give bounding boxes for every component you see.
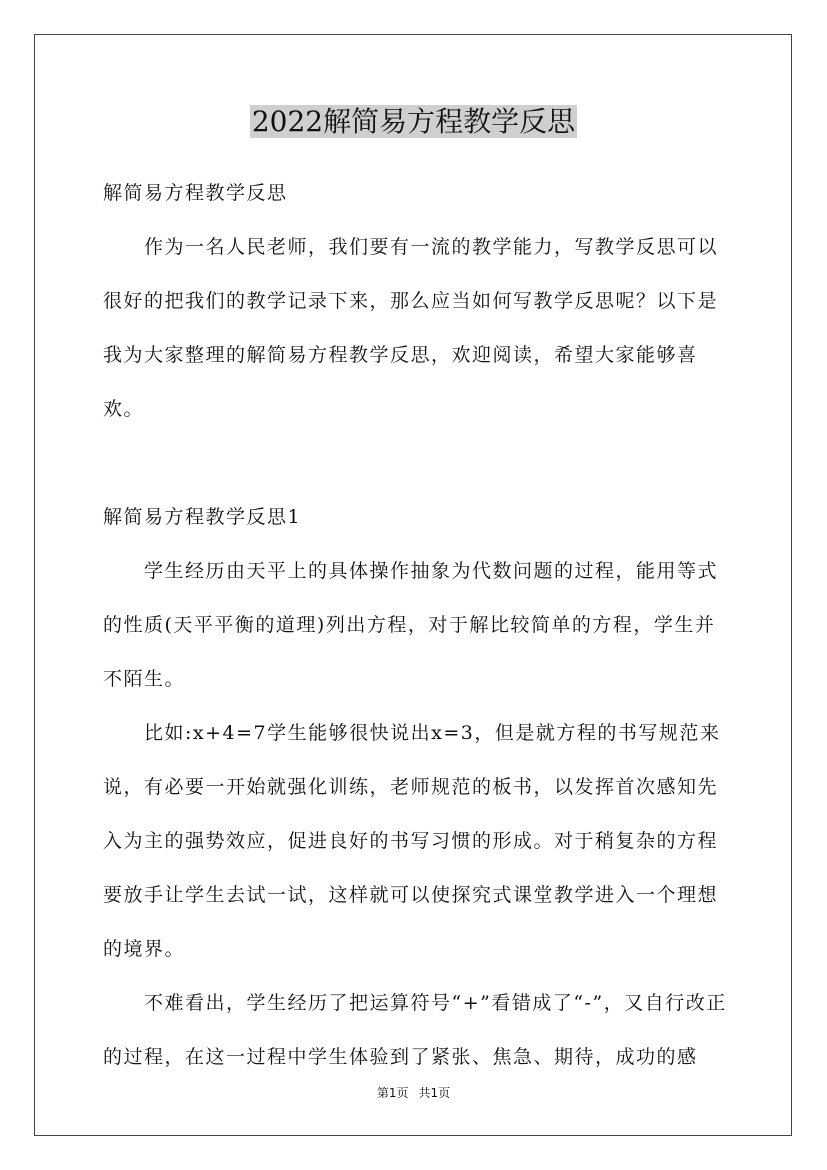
page-number: 第1页 — [376, 1086, 409, 1100]
intro-paragraph: 作为一名人民老师，我们要有一流的教学能力，写教学反思可以很好的把我们的教学记录下来，那么应当如何写教学反思呢？以下是我为大家整理的解简易方程教学反思，欢迎阅读，希望大家能够喜欢。 — [103, 236, 719, 420]
document-title — [0, 100, 827, 144]
body-paragraph: 比如:x+4=7学生能够很快说出x=3，但是就方程的书写规范来说，有必要一开始就强化训练，老师规范的板书，以发挥首次感知先入为主的强势效应，促进良好的书写习惯的形成。对于稍复杂的方程要放手让学生去试一试，这样就可以使探究式课堂教学进入一个理想的境界。 — [103, 722, 721, 960]
page-total: 共1页 — [418, 1086, 451, 1100]
section-gap — [103, 436, 733, 490]
page-footer — [0, 1084, 827, 1102]
document-body — [103, 166, 733, 1084]
document-subtitle: 解简易方程教学反思 — [103, 182, 288, 204]
section-heading: 解简易方程教学反思1 — [103, 506, 302, 528]
document-title-text: 2022解简易方程教学反思 — [251, 105, 576, 138]
body-paragraph: 不难看出，学生经历了把运算符号“+”看错成了“-”，又自行改正的过程，在这一过程中学生体验到了紧张、焦急、期待，成功的感 — [103, 992, 727, 1068]
body-paragraph: 学生经历由天平上的具体操作抽象为代数问题的过程，能用等式的性质(天平平衡的道理)列出方程，对于解比较简单的方程，学生并不陌生。 — [103, 560, 719, 690]
